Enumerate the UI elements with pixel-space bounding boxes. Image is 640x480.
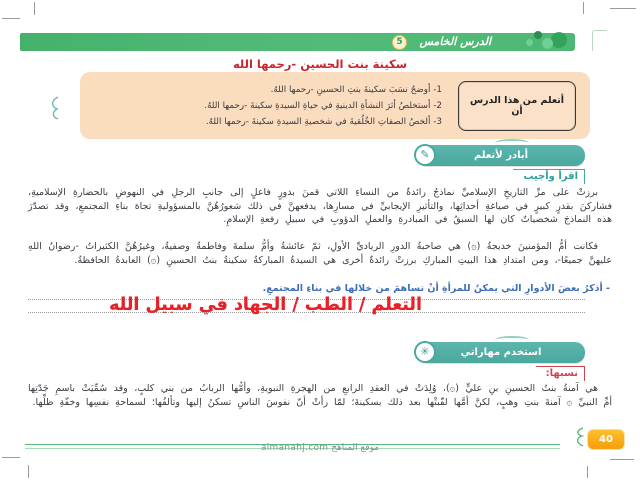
objectives-box	[80, 72, 590, 139]
initiate-learn-badge	[417, 145, 585, 166]
lesson-title: الدرس الخامس	[419, 35, 491, 48]
lesson-banner	[20, 33, 575, 51]
page-number-badge: 40	[587, 429, 625, 450]
objective-item: 2- أستخلصُ أثرَ النشأةِ الدينيةِ في حياةِ السيدةِ سكينةَ -رحمها اللهُ.	[204, 100, 442, 111]
use-skills-label: استخدم مهاراتي	[460, 347, 542, 358]
margin-flourish-icon	[48, 95, 62, 121]
objective-item: 1- أوضحُ نسَبَ سكينةَ بنتِ الحسينِ -رحمها اللهُ.	[270, 84, 442, 95]
section-read-answer: اقرأ وأجيب	[513, 169, 585, 184]
lightbulb-icon: ✳	[414, 341, 436, 363]
reading-paragraph-1: برزتْ على مرِّ التاريخِ الإسلاميِّ نماذجُ رائدةٌ من النساءِ اللاتي قمنَ بدورٍ فاعلٍ إلى جانبِ الرجلِ في النهوضِ بالحضارةِ الإسلاميةِ، فشاركنَ بقدرٍ كبيرٍ في صياغةِ أحداثِها، والتأثيرِ الإيجابيِّ في مسارِها، يدفعهنَّ في ذلك شعورُهُنَّ بالمسؤوليةِ تجاهَ بناءِ المجتمعِ، وقد تصدّرَ هذه النماذجَ شخصياتٌ كان لها السبقُ في المبادرةِ والعملِ الدؤوبِ في سبيلِ رفعةِ الإسلامِ.	[28, 187, 612, 225]
handwritten-answer: التعلم / الطب / الجهاد في سبيل الله	[109, 295, 422, 315]
pencil-icon: ✎	[414, 144, 436, 166]
scroll-ornament-icon	[495, 139, 529, 147]
objectives-plaque: أتعلم من هذا الدرس أن	[458, 81, 576, 131]
crop-mark-bottom-left-h	[2, 457, 20, 458]
crop-mark-top-left-v	[34, 2, 35, 15]
objective-item: 3- ألخصُ الصفاتِ الخُلُقيةَ في شخصيةِ السيدةِ سكينةَ -رحمها اللهُ.	[205, 116, 442, 127]
arabesque-ornament-icon	[501, 30, 573, 54]
lineage-paragraph: هي آمنةُ بنتُ الحسينِ بنِ عليٍّ (۞)، وُلِدَتْ في العقدِ الرابعِ من الهجرةِ النبويةِ، وأمُّها الربابُ من بني كلبٍ، وقد سُمِّيَتْ باسمِ جَدّتِها أمِّ النبيِّ ۞ آمنةَ بنتِ وهبٍ، لكنَّ أمَّها لقّبتْها بعد ذلك بسكينةَ؛ لمّا رأتْ أنّ نفوسَ الناسِ تسكنُ إليها وتألفُها؛ لسماحةِ نفسِها وخفّةِ ظلِّها.	[28, 383, 612, 408]
banner-corner-flourish	[592, 30, 607, 51]
lesson-number-badge: 5	[392, 35, 407, 50]
crop-mark-top-right-v	[583, 2, 584, 14]
watermark: موقع المناهج almanahj.com	[260, 443, 380, 453]
crop-mark-top-left-h	[2, 18, 20, 19]
use-skills-badge	[417, 342, 585, 363]
crop-mark-bottom-right-v	[587, 466, 588, 478]
scroll-ornament-icon	[495, 336, 529, 344]
reading-paragraph-2: فكانت أمُّ المؤمنينَ خديجةُ (۞) هي صاحبةُ الدورِ الرياديِّ الأولِ، ثمّ عائشةُ وأمُّ سلمةَ وفاطمةُ وصفيةُ، وغيرُهُنَّ الكثيراتُ -رضوانُ اللهِ عليهنَّ جميعًا-، ومن امتدادِ هذا البيتِ المباركِ برزتْ رائدةٌ أخرى هي السيدةُ المباركةُ سكينةُ بنتُ الحسينِ (۞) العابدةُ الحافظةُ.	[28, 241, 612, 266]
discussion-question: - أذكرُ بعضَ الأدوارِ التي يمكنُ للمرأةِ أنْ تساهمَ من خلالها في بناءِ المجتمعِ.	[262, 283, 610, 294]
objectives-list	[94, 82, 442, 130]
crop-mark-bottom-right-h	[610, 459, 634, 460]
page-title: سكينة بنت الحسين -رحمها الله	[232, 57, 408, 71]
crop-mark-top-right-h	[610, 8, 636, 9]
initiate-learn-label: أبادر لأتعلم	[473, 150, 529, 161]
section-lineage: نسبها:	[536, 366, 585, 381]
crop-mark-bottom-left-v	[28, 465, 29, 478]
